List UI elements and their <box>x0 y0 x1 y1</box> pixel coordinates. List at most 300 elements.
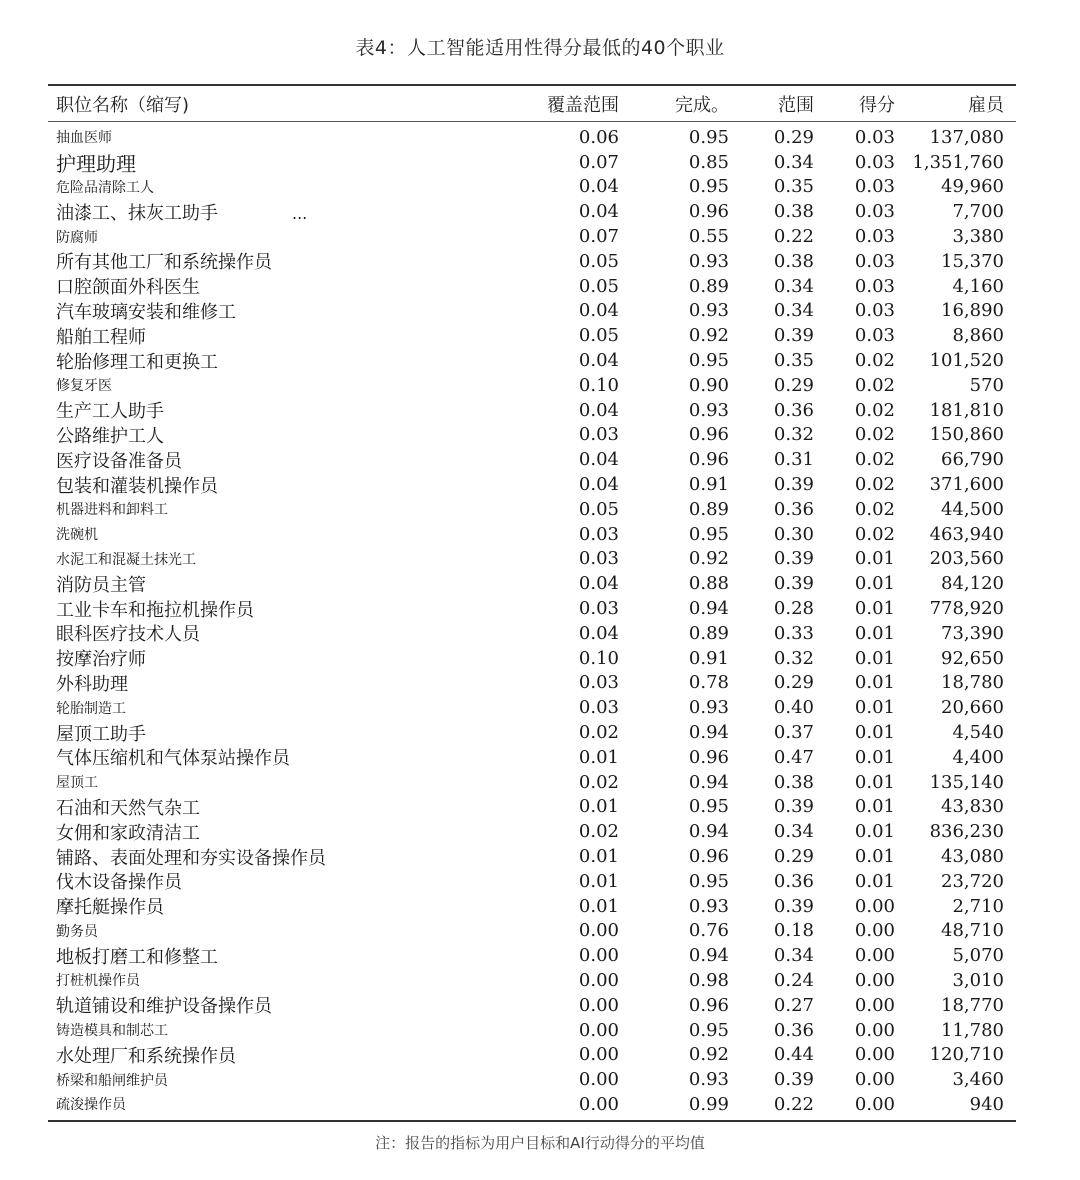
cell-employment: 48,710 <box>941 920 1004 942</box>
cell-score: 0.02 <box>854 498 895 520</box>
occupation-table <box>48 84 1016 1122</box>
table-title: 表4：人工智能适用性得分最低的40个职业 <box>355 37 725 59</box>
table-row <box>48 745 1016 770</box>
table-row <box>48 150 1016 175</box>
cell-completion: 0.90 <box>688 374 729 396</box>
cell-coverage: 0.03 <box>578 523 619 545</box>
cell-job-name <box>48 720 518 746</box>
cell-completion: 0.95 <box>688 126 729 148</box>
cell-coverage: 0.04 <box>578 573 619 595</box>
cell-score: 0.01 <box>854 647 895 669</box>
cell-coverage: 0.00 <box>578 1019 619 1041</box>
job-name-text: 铺路、表面处理和夯实设备操作员 <box>56 847 326 869</box>
cell-score: 0.00 <box>854 1069 895 1091</box>
cell-score: 0.02 <box>854 350 895 372</box>
cell-job-name <box>48 397 518 423</box>
cell-job-name <box>48 1094 518 1114</box>
cell-employment: 15,370 <box>941 250 1004 272</box>
cell-coverage: 0.00 <box>578 994 619 1016</box>
cell-employment: 16,890 <box>941 300 1004 322</box>
cell-completion: 0.99 <box>688 1093 729 1115</box>
cell-coverage: 0.01 <box>578 870 619 892</box>
cell-scope: 0.34 <box>773 300 814 322</box>
cell-scope: 0.39 <box>773 325 814 347</box>
job-name-text: 油漆工、抹灰工助手 <box>56 202 218 224</box>
table-row <box>48 398 1016 423</box>
cell-score: 0.01 <box>854 846 895 867</box>
table-row <box>48 869 1016 894</box>
cell-coverage: 0.04 <box>578 300 619 322</box>
job-name-text: 修复牙医 <box>56 378 112 395</box>
cell-job-name <box>48 348 518 374</box>
cell-employment: 150,860 <box>929 424 1004 446</box>
cell-coverage: 0.00 <box>578 920 619 942</box>
cell-job-name <box>48 819 518 845</box>
job-name-text: 危险品清除工人 <box>56 179 154 196</box>
cell-coverage: 0.07 <box>578 151 619 173</box>
cell-score: 0.00 <box>854 994 895 1016</box>
bottom-rule <box>48 1120 1016 1122</box>
cell-scope: 0.30 <box>773 523 814 545</box>
job-name-text: 打桩机操作员 <box>56 973 140 990</box>
cell-employment: 3,010 <box>952 969 1004 991</box>
job-name-text: 外科助理 <box>56 673 128 695</box>
cell-score: 0.03 <box>854 176 895 198</box>
cell-score: 0.01 <box>854 622 895 644</box>
cell-coverage: 0.04 <box>578 201 619 223</box>
job-name-text: 医疗设备准备员 <box>56 450 182 472</box>
cell-coverage: 0.10 <box>578 647 619 669</box>
header-score: 得分 <box>859 94 895 116</box>
cell-score: 0.03 <box>854 275 895 297</box>
cell-scope: 0.35 <box>773 350 814 372</box>
cell-completion: 0.91 <box>688 647 729 669</box>
cell-job-name <box>48 992 518 1018</box>
cell-completion: 0.89 <box>688 498 729 520</box>
cell-job-name <box>48 177 518 197</box>
cell-completion: 0.93 <box>688 895 729 917</box>
cell-job-name <box>48 868 518 894</box>
cell-coverage: 0.03 <box>578 548 619 570</box>
cell-scope: 0.29 <box>773 374 814 396</box>
job-name-text: 桥梁和船闸维护员 <box>56 1072 168 1089</box>
cell-job-name <box>48 447 518 473</box>
cell-employment: 7,700 <box>952 201 1004 223</box>
cell-scope: 0.47 <box>773 746 814 768</box>
cell-score: 0.01 <box>854 771 895 793</box>
cell-scope: 0.36 <box>773 498 814 520</box>
cell-completion: 0.92 <box>688 1044 729 1066</box>
cell-employment: 73,390 <box>941 622 1004 644</box>
cell-employment: 570 <box>969 374 1004 396</box>
cell-scope: 0.33 <box>773 622 814 644</box>
table-row <box>48 497 1016 522</box>
cell-score: 0.01 <box>854 870 895 892</box>
cell-employment: 49,960 <box>941 176 1004 198</box>
cell-job-name <box>48 148 518 177</box>
cell-completion: 0.94 <box>688 598 729 620</box>
cell-coverage: 0.04 <box>578 622 619 644</box>
table-row <box>48 447 1016 472</box>
cell-employment: 92,650 <box>941 647 1004 669</box>
cell-completion: 0.96 <box>688 449 729 471</box>
cell-completion: 0.94 <box>688 821 729 843</box>
cell-coverage: 0.03 <box>578 697 619 719</box>
cell-scope: 0.38 <box>773 201 814 223</box>
cell-scope: 0.18 <box>773 920 814 942</box>
cell-job-name <box>48 1070 518 1090</box>
cell-job-name <box>48 298 518 324</box>
job-name-text: 女佣和家政清洁工 <box>56 822 200 844</box>
cell-job-name <box>48 199 518 225</box>
cell-employment: 2,710 <box>952 895 1004 917</box>
cell-coverage: 0.03 <box>578 424 619 446</box>
cell-scope: 0.24 <box>773 969 814 991</box>
cell-employment: 18,770 <box>941 994 1004 1016</box>
table-row <box>48 919 1016 944</box>
cell-job-name <box>48 970 518 990</box>
job-name-text: 公路维护工人 <box>56 425 164 447</box>
cell-completion: 0.85 <box>688 151 729 173</box>
cell-scope: 0.34 <box>773 151 814 173</box>
job-name-ellipsis: ... <box>292 203 308 223</box>
table-row <box>48 348 1016 373</box>
table-row <box>48 125 1016 150</box>
cell-employment: 120,710 <box>929 1044 1004 1066</box>
job-name-text: 洗碗机 <box>56 527 98 544</box>
cell-employment: 5,070 <box>952 945 1004 967</box>
cell-score: 0.01 <box>854 746 895 768</box>
cell-job-name <box>48 645 518 671</box>
job-name-text: 工业卡车和拖拉机操作员 <box>56 599 254 621</box>
cell-scope: 0.36 <box>773 870 814 892</box>
cell-completion: 0.55 <box>688 226 729 248</box>
cell-completion: 0.95 <box>688 350 729 372</box>
cell-job-name <box>48 670 518 696</box>
table-row <box>48 894 1016 919</box>
cell-score: 0.02 <box>854 474 895 496</box>
table-row <box>48 423 1016 448</box>
job-name-text: 护理助理 <box>56 151 136 176</box>
header-completion: 完成。 <box>675 94 729 116</box>
cell-scope: 0.34 <box>773 275 814 297</box>
table-row <box>48 571 1016 596</box>
cell-coverage: 0.02 <box>578 722 619 744</box>
cell-scope: 0.38 <box>773 250 814 272</box>
cell-employment: 778,920 <box>929 598 1004 620</box>
cell-scope: 0.34 <box>773 945 814 967</box>
cell-job-name <box>48 323 518 349</box>
job-name-text: 按摩治疗师 <box>56 649 146 671</box>
table-row <box>48 1067 1016 1092</box>
cell-completion: 0.89 <box>688 275 729 297</box>
cell-employment: 371,600 <box>929 474 1004 496</box>
header-scope: 范围 <box>778 94 814 116</box>
header-coverage: 覆盖范围 <box>547 94 619 116</box>
cell-job-name <box>48 549 518 569</box>
cell-job-name <box>48 943 518 969</box>
cell-coverage: 0.05 <box>578 250 619 272</box>
cell-completion: 0.95 <box>688 176 729 198</box>
cell-scope: 0.29 <box>773 126 814 148</box>
cell-job-name <box>48 1042 518 1068</box>
cell-job-name <box>48 1020 518 1040</box>
cell-employment: 137,080 <box>929 126 1004 148</box>
cell-completion: 0.92 <box>688 325 729 347</box>
cell-employment: 181,810 <box>929 399 1004 421</box>
cell-completion: 0.96 <box>688 746 729 768</box>
job-name-text: 眼科医疗技术人员 <box>56 624 200 646</box>
cell-coverage: 0.01 <box>578 895 619 917</box>
table-row <box>48 224 1016 249</box>
cell-coverage: 0.01 <box>578 796 619 818</box>
cell-employment: 940 <box>969 1093 1004 1115</box>
cell-completion: 0.93 <box>688 250 729 272</box>
cell-completion: 0.95 <box>688 870 729 892</box>
cell-job-name <box>48 227 518 247</box>
cell-employment: 463,940 <box>929 523 1004 545</box>
job-name-text: 伐木设备操作员 <box>56 872 182 894</box>
cell-job-name <box>48 596 518 622</box>
cell-score: 0.00 <box>854 920 895 942</box>
table-row <box>48 522 1016 547</box>
cell-completion: 0.96 <box>688 846 729 867</box>
cell-coverage: 0.03 <box>578 598 619 620</box>
cell-job-name <box>48 620 518 646</box>
job-name-text: 地板打磨工和修整工 <box>56 946 218 968</box>
cell-scope: 0.28 <box>773 598 814 620</box>
cell-coverage: 0.02 <box>578 821 619 843</box>
cell-score: 0.03 <box>854 300 895 322</box>
table-row <box>48 547 1016 572</box>
table-row <box>48 274 1016 299</box>
job-name-text: 水泥工和混凝土抹光工 <box>56 551 196 568</box>
cell-employment: 1,351,760 <box>912 151 1004 173</box>
cell-completion: 0.93 <box>688 300 729 322</box>
cell-completion: 0.93 <box>688 399 729 421</box>
cell-job-name <box>48 472 518 498</box>
cell-score: 0.02 <box>854 399 895 421</box>
cell-employment: 11,780 <box>941 1019 1004 1041</box>
cell-completion: 0.96 <box>688 994 729 1016</box>
cell-coverage: 0.04 <box>578 399 619 421</box>
cell-job-name <box>48 499 518 519</box>
cell-score: 0.03 <box>854 325 895 347</box>
cell-coverage: 0.04 <box>578 350 619 372</box>
cell-score: 0.00 <box>854 945 895 967</box>
cell-completion: 0.92 <box>688 548 729 570</box>
cell-completion: 0.93 <box>688 1069 729 1091</box>
cell-score: 0.01 <box>854 697 895 719</box>
job-name-text: 口腔颌面外科医生 <box>56 277 200 299</box>
cell-job-name <box>48 893 518 919</box>
table-row <box>48 1092 1016 1117</box>
cell-coverage: 0.05 <box>578 325 619 347</box>
job-name-text: 屋顶工 <box>56 775 98 792</box>
cell-score: 0.01 <box>854 722 895 744</box>
cell-coverage: 0.01 <box>578 846 619 867</box>
table-row <box>48 175 1016 200</box>
job-name-text: 气体压缩机和气体泵站操作员 <box>56 748 290 770</box>
job-name-text: 疏浚操作员 <box>56 1097 126 1114</box>
table-row <box>48 844 1016 869</box>
cell-score: 0.01 <box>854 598 895 620</box>
cell-job-name <box>48 921 518 941</box>
job-name-text: 生产工人助手 <box>56 401 164 423</box>
table-row <box>48 720 1016 745</box>
cell-score: 0.00 <box>854 895 895 917</box>
job-name-text: 所有其他工厂和系统操作员 <box>56 252 272 274</box>
cell-coverage: 0.02 <box>578 771 619 793</box>
cell-coverage: 0.07 <box>578 226 619 248</box>
cell-job-name <box>48 844 518 870</box>
table-row <box>48 770 1016 795</box>
cell-coverage: 0.10 <box>578 374 619 396</box>
cell-job-name <box>48 744 518 770</box>
cell-job-name <box>48 524 518 544</box>
cell-employment: 18,780 <box>941 672 1004 694</box>
cell-completion: 0.93 <box>688 697 729 719</box>
cell-completion: 0.91 <box>688 474 729 496</box>
header-employment: 雇员 <box>968 94 1004 116</box>
cell-scope: 0.39 <box>773 1069 814 1091</box>
table-row <box>48 373 1016 398</box>
table-row <box>48 795 1016 820</box>
cell-scope: 0.32 <box>773 424 814 446</box>
cell-coverage: 0.00 <box>578 1069 619 1091</box>
job-name-text: 勤务员 <box>56 923 98 940</box>
cell-job-name <box>48 273 518 299</box>
table-header <box>48 86 1016 121</box>
cell-coverage: 0.04 <box>578 474 619 496</box>
cell-completion: 0.76 <box>688 920 729 942</box>
cell-scope: 0.37 <box>773 722 814 744</box>
cell-score: 0.02 <box>854 523 895 545</box>
cell-scope: 0.32 <box>773 647 814 669</box>
cell-scope: 0.22 <box>773 1093 814 1115</box>
cell-employment: 23,720 <box>941 870 1004 892</box>
cell-completion: 0.95 <box>688 523 729 545</box>
cell-job-name <box>48 375 518 395</box>
cell-coverage: 0.00 <box>578 945 619 967</box>
cell-coverage: 0.06 <box>578 126 619 148</box>
cell-completion: 0.96 <box>688 424 729 446</box>
cell-employment: 84,120 <box>941 573 1004 595</box>
cell-coverage: 0.03 <box>578 672 619 694</box>
job-name-text: 抽血医师 <box>56 130 112 147</box>
table-row <box>48 472 1016 497</box>
cell-scope: 0.39 <box>773 895 814 917</box>
cell-score: 0.03 <box>854 151 895 173</box>
table-body <box>48 122 1016 1120</box>
cell-employment: 4,160 <box>952 275 1004 297</box>
cell-score: 0.01 <box>854 796 895 818</box>
table-note: 注：报告的指标为用户目标和AI行动得分的平均值 <box>375 1134 705 1152</box>
cell-scope: 0.39 <box>773 573 814 595</box>
cell-scope: 0.34 <box>773 821 814 843</box>
job-name-text: 包装和灌装机操作员 <box>56 475 218 497</box>
cell-score: 0.02 <box>854 424 895 446</box>
table-row <box>48 968 1016 993</box>
cell-employment: 20,660 <box>941 697 1004 719</box>
job-name-text: 船舶工程师 <box>56 326 146 348</box>
cell-employment: 4,400 <box>952 746 1004 768</box>
cell-score: 0.02 <box>854 374 895 396</box>
table-row <box>48 993 1016 1018</box>
table-row <box>48 646 1016 671</box>
table-row <box>48 596 1016 621</box>
cell-scope: 0.27 <box>773 994 814 1016</box>
cell-coverage: 0.01 <box>578 746 619 768</box>
table-row <box>48 671 1016 696</box>
cell-score: 0.03 <box>854 201 895 223</box>
cell-completion: 0.89 <box>688 622 729 644</box>
cell-score: 0.01 <box>854 573 895 595</box>
cell-job-name <box>48 571 518 597</box>
cell-scope: 0.38 <box>773 771 814 793</box>
job-name-text: 轨道铺设和维护设备操作员 <box>56 996 272 1018</box>
cell-scope: 0.39 <box>773 474 814 496</box>
job-name-text: 轮胎制造工 <box>56 700 126 717</box>
cell-scope: 0.40 <box>773 697 814 719</box>
cell-score: 0.00 <box>854 1093 895 1115</box>
cell-score: 0.00 <box>854 969 895 991</box>
job-name-text: 水处理厂和系统操作员 <box>56 1045 236 1067</box>
cell-employment: 135,140 <box>929 771 1004 793</box>
cell-scope: 0.22 <box>773 226 814 248</box>
cell-completion: 0.78 <box>688 672 729 694</box>
cell-score: 0.02 <box>854 449 895 471</box>
job-name-text: 屋顶工助手 <box>56 723 146 745</box>
cell-completion: 0.96 <box>688 201 729 223</box>
cell-score: 0.00 <box>854 1019 895 1041</box>
cell-job-name <box>48 772 518 792</box>
cell-completion: 0.94 <box>688 771 729 793</box>
cell-scope: 0.39 <box>773 796 814 818</box>
cell-coverage: 0.00 <box>578 1093 619 1115</box>
header-name: 职位名称（缩写) <box>56 94 190 116</box>
job-name-text: 轮胎修理工和更换工 <box>56 351 218 373</box>
cell-employment: 44,500 <box>941 498 1004 520</box>
job-name-text: 机器进料和卸料工 <box>56 502 168 519</box>
cell-job-name <box>48 248 518 274</box>
cell-completion: 0.88 <box>688 573 729 595</box>
cell-employment: 8,860 <box>952 325 1004 347</box>
job-name-text: 汽车玻璃安装和维修工 <box>56 301 236 323</box>
cell-completion: 0.94 <box>688 945 729 967</box>
job-name-text: 铸造模具和制芯工 <box>56 1023 168 1040</box>
cell-employment: 203,560 <box>929 548 1004 570</box>
cell-completion: 0.95 <box>688 1019 729 1041</box>
cell-completion: 0.95 <box>688 796 729 818</box>
cell-coverage: 0.05 <box>578 275 619 297</box>
cell-score: 0.03 <box>854 226 895 248</box>
cell-scope: 0.44 <box>773 1044 814 1066</box>
cell-coverage: 0.00 <box>578 969 619 991</box>
table-row <box>48 249 1016 274</box>
cell-employment: 3,460 <box>952 1069 1004 1091</box>
cell-coverage: 0.05 <box>578 498 619 520</box>
cell-score: 0.03 <box>854 250 895 272</box>
job-name-text: 防腐师 <box>56 229 98 246</box>
cell-scope: 0.39 <box>773 548 814 570</box>
cell-score: 0.01 <box>854 672 895 694</box>
job-name-text: 摩托艇操作员 <box>56 897 164 919</box>
table-row <box>48 1042 1016 1067</box>
cell-job-name <box>48 794 518 820</box>
cell-scope: 0.36 <box>773 1019 814 1041</box>
cell-employment: 43,080 <box>941 846 1004 867</box>
